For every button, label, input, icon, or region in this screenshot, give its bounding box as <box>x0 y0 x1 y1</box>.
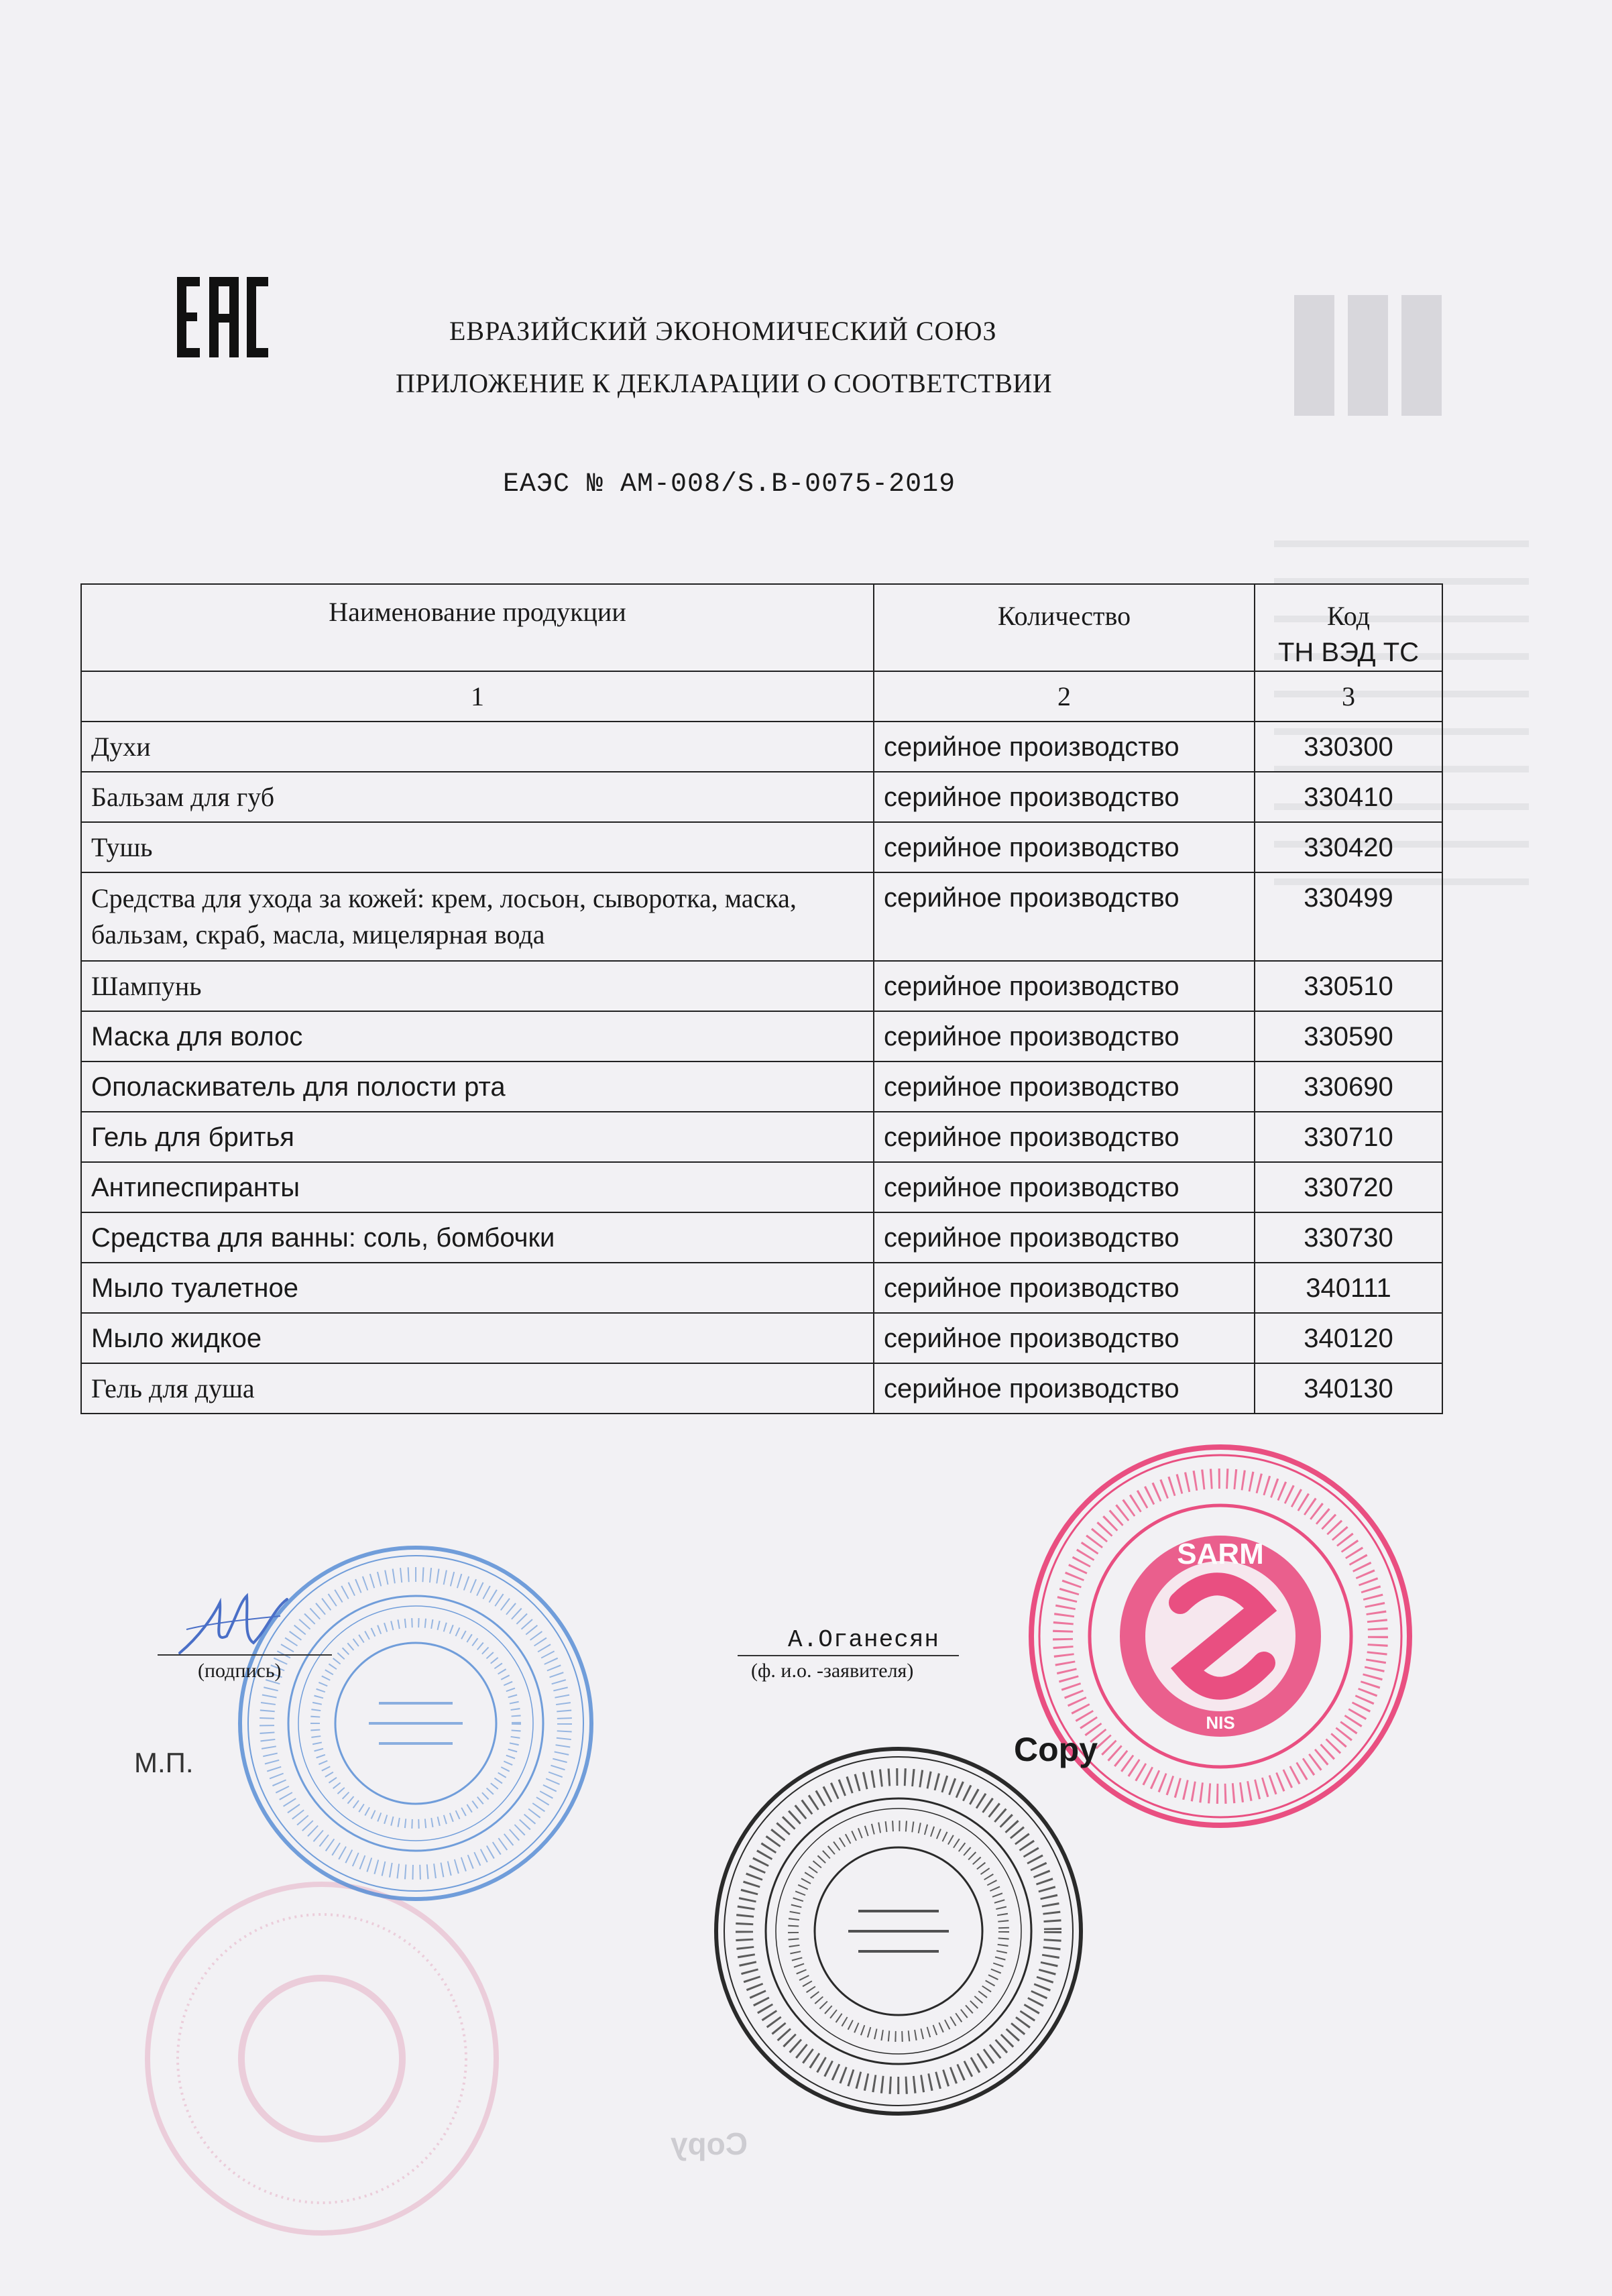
product-code: 330499 <box>1255 872 1442 961</box>
eac-logo <box>176 274 270 361</box>
table-row <box>81 872 1442 961</box>
declaration-number: ЕАЭС № АМ-008/S.B-0075-2019 <box>503 469 956 500</box>
copy-mark: Copy <box>1014 1731 1098 1768</box>
product-code: 330410 <box>1255 772 1442 822</box>
product-code: 330590 <box>1255 1011 1442 1061</box>
product-qty: серийное производство <box>874 1212 1255 1263</box>
product-qty: серийное производство <box>874 772 1255 822</box>
product-code: 340120 <box>1255 1313 1442 1363</box>
applicant-line <box>738 1655 959 1656</box>
union-title: ЕВРАЗИЙСКИЙ ЭКОНОМИЧЕСКИЙ СОЮЗ <box>449 316 997 346</box>
product-code: 330420 <box>1255 822 1442 872</box>
product-name: Гель для душа <box>81 1363 874 1414</box>
col-number: 3 <box>1255 671 1442 722</box>
product-code: 330720 <box>1255 1162 1442 1212</box>
table-row <box>81 772 1442 822</box>
product-code: 330730 <box>1255 1212 1442 1263</box>
product-name: Шампунь <box>81 961 874 1011</box>
applicant-name: А.Оганесян <box>788 1626 940 1654</box>
table-row <box>81 1061 1442 1112</box>
signature <box>173 1589 294 1663</box>
product-code: 340111 <box>1255 1263 1442 1313</box>
header-code-line2: ТН ВЭД ТС <box>1277 638 1420 667</box>
product-code: 340130 <box>1255 1363 1442 1414</box>
product-name: Мыло жидкое <box>81 1313 874 1363</box>
product-name: Мыло туалетное <box>81 1263 874 1313</box>
table-row <box>81 961 1442 1011</box>
table-row <box>81 1162 1442 1212</box>
seal-place-label: М.П. <box>134 1747 194 1778</box>
product-name: Средства для ванны: соль, бомбочки <box>81 1212 874 1263</box>
applicant-label: (ф. и.о. -заявителя) <box>751 1660 914 1682</box>
table-row <box>81 722 1442 772</box>
product-qty: серийное производство <box>874 1313 1255 1363</box>
product-qty: серийное производство <box>874 1061 1255 1112</box>
product-name: Маска для волос <box>81 1011 874 1061</box>
product-qty: серийное производство <box>874 1011 1255 1061</box>
product-name: Бальзам для губ <box>81 772 874 822</box>
table-row <box>81 1313 1442 1363</box>
product-qty: серийное производство <box>874 872 1255 961</box>
product-name: Ополаскиватель для полости рта <box>81 1061 874 1112</box>
col-number: 2 <box>874 671 1255 722</box>
table-row <box>81 1011 1442 1061</box>
product-code: 330710 <box>1255 1112 1442 1162</box>
ghost-copy-mark: Copy <box>671 2126 748 2161</box>
nis-stamp-text: NIS <box>1206 1713 1235 1733</box>
table-header-row <box>81 584 1442 671</box>
product-name: Гель для бритья <box>81 1112 874 1162</box>
header-code <box>1255 584 1442 671</box>
product-code: 330690 <box>1255 1061 1442 1112</box>
sarm-stamp-text: SARM <box>1177 1538 1264 1570</box>
header-code-line1: Код <box>1327 601 1370 631</box>
product-name: Антипеспиранты <box>81 1162 874 1212</box>
table-row <box>81 1112 1442 1162</box>
ghost-stamp <box>141 1878 503 2240</box>
product-qty: серийное производство <box>874 1162 1255 1212</box>
column-number-row <box>81 671 1442 722</box>
signature-line <box>158 1654 332 1656</box>
product-qty: серийное производство <box>874 1363 1255 1414</box>
ghost-eac-logo <box>1287 288 1448 422</box>
table-row <box>81 822 1442 872</box>
product-name: Духи <box>81 722 874 772</box>
header-qty: Количество <box>874 584 1255 671</box>
products-table <box>80 583 1443 1414</box>
product-qty: серийное производство <box>874 1263 1255 1313</box>
table-row <box>81 1263 1442 1313</box>
product-name: Средства для ухода за кожей: крем, лосьон, сыворотка, маска, бальзам, скраб, масла, мицелярная вода <box>81 872 874 961</box>
product-qty: серийное производство <box>874 822 1255 872</box>
table-row <box>81 1212 1442 1263</box>
product-qty: серийное производство <box>874 722 1255 772</box>
company-stamp-black <box>711 1743 1086 2119</box>
col-number: 1 <box>81 671 874 722</box>
header-name: Наименование продукции <box>81 584 874 671</box>
signature-label: (подпись) <box>198 1660 282 1682</box>
table-row <box>81 1363 1442 1414</box>
appendix-title: ПРИЛОЖЕНИЕ К ДЕКЛАРАЦИИ О СООТВЕТСТВИИ <box>396 368 1053 398</box>
product-qty: серийное производство <box>874 1112 1255 1162</box>
product-code: 330510 <box>1255 961 1442 1011</box>
product-code: 330300 <box>1255 722 1442 772</box>
product-qty: серийное производство <box>874 961 1255 1011</box>
product-name: Тушь <box>81 822 874 872</box>
